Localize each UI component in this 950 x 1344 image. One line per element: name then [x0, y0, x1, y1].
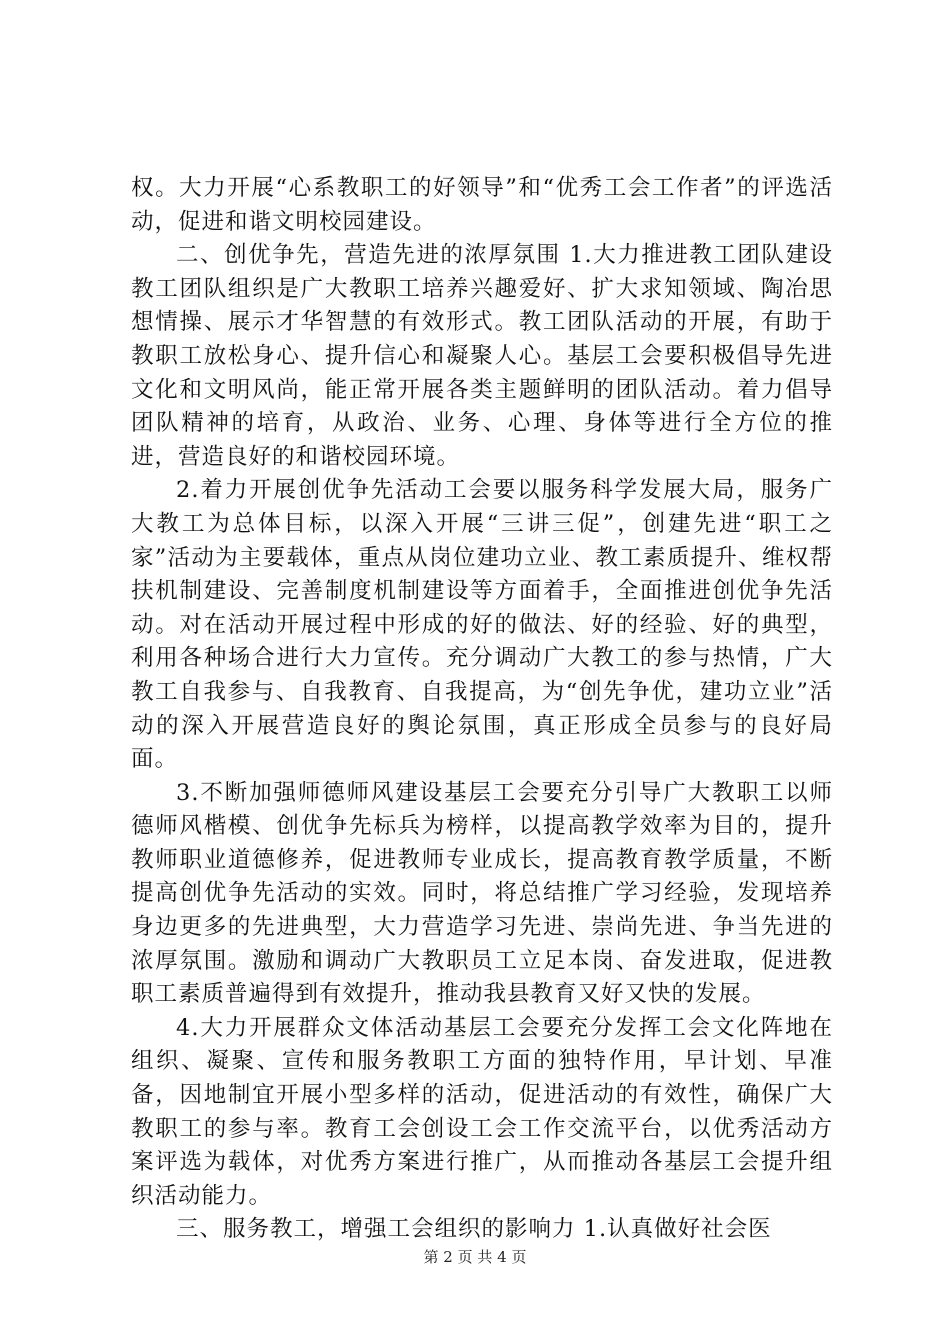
- paragraph-item-4: 4.大力开展群众文体活动基层工会要充分发挥工会文化阵地在组织、凝聚、宣传和服务教职工方面的独特作用，早计划、早准备，因地制宜开展小型多样的活动，促进活动的有效性，确保广大教职工的参与率。教育工会创设工会工作交流平台，以优秀活动方案评选为载体，对优秀方案进行推广，从而推动各基层工会提升组织活动能力。: [131, 1014, 833, 1209]
- page-footer: 第 2 页 共 4 页: [423, 1248, 527, 1266]
- document-body: [131, 172, 833, 1247]
- paragraph-item-2: 2.着力开展创优争先活动工会要以服务科学发展大局，服务广大教工为总体目标，以深入开展“三讲三促”，创建先进“职工之家”活动为主要载体，重点从岗位建功立业、教工素质提升、维权帮扶机制建设、完善制度机制建设等方面着手，全面推进创优争先活动。对在活动开展过程中形成的好的做法、好的经验、好的典型，利用各种场合进行大力宣传。充分调动广大教工的参与热情，广大教工自我参与、自我教育、自我提高，为“创先争优，建功立业”活动的深入开展营造良好的舆论氛围，真正形成全员参与的良好局面。: [131, 477, 833, 773]
- paragraph-continuation: 权。大力开展“心系教职工的好领导”和“优秀工会工作者”的评选活动，促进和谐文明校园建设。: [131, 175, 833, 235]
- paragraph-item-3: 3.不断加强师德师风建设基层工会要充分引导广大教职工以师德师风楷模、创优争先标兵为榜样，以提高教学效率为目的，提升教师职业道德修养，促进教师专业成长，提高教育教学质量，不断提高创优争先活动的实效。同时，将总结推广学习经验，发现培养身边更多的先进典型，大力营造学习先进、崇尚先进、争当先进的浓厚氛围。激励和调动广大教职员工立足本岗、奋发进取，促进教职工素质普遍得到有效提升，推动我县教育又好又快的发展。: [131, 779, 833, 1008]
- paragraph-section-three: 三、服务教工，增强工会组织的影响力 1.认真做好社会医: [176, 1216, 772, 1243]
- paragraph-section-two: 二、创优争先，营造先进的浓厚氛围 1.大力推进教工团队建设教工团队组织是广大教职工培养兴趣爱好、扩大求知领域、陶冶思想情操、展示才华智慧的有效形式。教工团队活动的开展，有助于教职工放松身心、提升信心和凝聚人心。基层工会要积极倡导先进文化和文明风尚，能正常开展各类主题鲜明的团队活动。着力倡导团队精神的培育，从政治、业务、心理、身体等进行全方位的推进，营造良好的和谐校园环境。: [131, 242, 833, 470]
